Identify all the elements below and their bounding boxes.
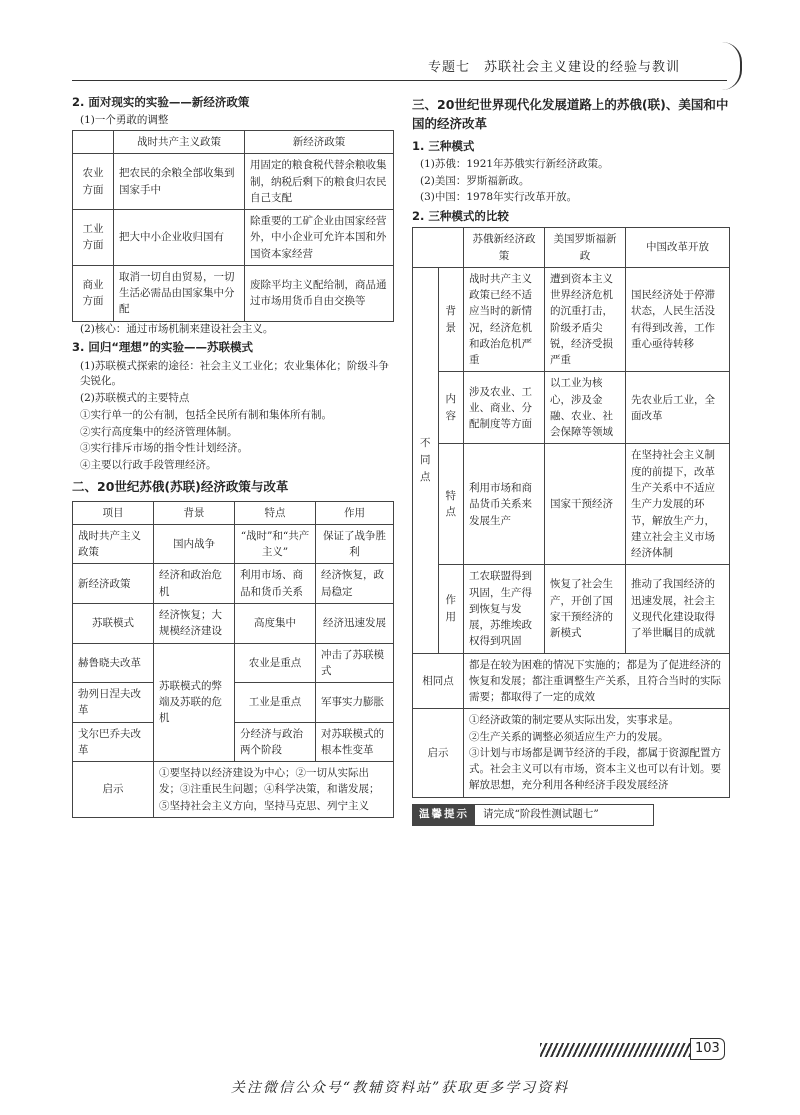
table-cell: 苏联模式 [73,603,154,643]
text-line: (2)苏联模式的主要特点 [80,392,190,405]
table-cell: 经济恢复；大规模经济建设 [154,603,235,643]
table-cell: 高度集中 [235,603,316,643]
table-cell: 废除平均主义配给制，商品通过市场用货币自由交换等 [245,265,394,321]
part-three-title: 三、20世纪世界现代化发展道路上的苏俄(联)、美国和中国的经济改革 [412,97,729,131]
models-title: 1. 三种模式 [412,138,475,153]
table-cell: 经济恢复，政局稳定 [316,564,394,604]
table-cell: 作用 [438,565,464,653]
table-cell: 都是在较为困难的情况下实施的；都是为了促进经济的恢复和发展；都注重调整生产关系，且符合当时的实际需要；都取得了一定的成效 [464,653,730,709]
table-row [413,444,730,565]
table-cell [464,709,730,797]
table-cell: 推动了我国经济的迅速发展，社会主义现代化建设取得了举世瞩目的成就 [626,565,730,653]
table-cell: 工业方面 [73,210,114,266]
lesson-line: ①经济政策的制定要从实际出发，实事求是。 [469,714,679,727]
table-header-cell [73,131,114,154]
table-header-cell [413,228,464,268]
table-cell: 戈尔巴乔夫改革 [73,722,154,762]
text-line: (1)苏俄：1921年苏俄实行新经济政策。 [420,157,609,170]
table-row [413,267,730,372]
page-number: 103 [690,1038,725,1060]
table-cell: 启示 [73,762,154,818]
table-row [73,762,394,818]
header-rule [72,80,727,81]
text-line: ③实行排斥市场的指令性计划经济。 [80,442,248,455]
table-row [413,372,730,444]
table-cell: 把农民的余粮全部收集到国家手中 [114,154,245,210]
table-header-cell: 中国改革开放 [626,228,730,268]
table-row [73,643,394,683]
table-row [413,653,730,709]
table-cell: 工业是重点 [235,683,316,723]
table-cell: 在坚持社会主义制度的前提下，改革生产关系中不适应生产力发展的环节，解放生产力，建立社会主义市场经济体制 [626,444,730,565]
table-cell: 勃列日涅夫改革 [73,683,154,723]
table-cell: 赫鲁晓夫改革 [73,643,154,683]
table-row [73,603,394,643]
table-cell: 遭到资本主义世界经济危机的沉重打击，阶级矛盾尖锐，经济受损严重 [545,267,626,372]
section-3-title: 3. 回归“理想”的实验——苏联模式 [72,340,253,355]
table-cell: 对苏联模式的根本性变革 [316,722,394,762]
table-cell: 战时共产主义政策已经不适应当时的新情况，经济危机和政治危机严重 [464,267,545,372]
table-row [73,564,394,604]
three-models-table [412,227,730,798]
table-cell: 农业方面 [73,154,114,210]
table-cell: 战时共产主义政策 [73,524,154,564]
table-cell: “战时”和“共产主义” [235,524,316,564]
table-cell: 以工业为核心，涉及金融、农业、社会保障等领域 [545,372,626,444]
table-cell: 恢复了社会生产，开创了国家干预经济的新模式 [545,565,626,653]
text-line: ①实行单一的公有制，包括全民所有制和集体所有制。 [80,408,332,421]
table-cell: 经济和政治危机 [154,564,235,604]
table-row [73,154,394,210]
table-header-row [73,501,394,524]
table-cell: 冲击了苏联模式 [316,643,394,683]
table-cell: 除重要的工矿企业由国家经营外，中小企业可允许本国和外国资本家经营 [245,210,394,266]
table-cell: 内容 [438,372,464,444]
section-2-title: 2. 面对现实的实验——新经济政策 [72,95,250,109]
table-cell: 国家干预经济 [545,444,626,565]
table-row [73,265,394,321]
table-cell: 经济迅速发展 [316,603,394,643]
footer-note: 关注微信公众号“教辅资料站”获取更多学习资料 [230,1080,570,1096]
table-cell: 取消一切自由贸易，一切生活必需品由国家集中分配 [114,265,245,321]
page-number-decoration [540,1043,690,1057]
tip-box [412,804,654,826]
table-header-row [413,228,730,268]
table-cell: 保证了战争胜利 [316,524,394,564]
table-cell: 背景 [438,267,464,372]
table-header-cell: 苏俄新经济政策 [464,228,545,268]
text-line: (2)美国：罗斯福新政。 [420,174,530,187]
left-column [72,92,394,818]
table-cell: 不同点 [413,267,439,653]
table-header-cell: 背景 [154,501,235,524]
table-cell: 商业方面 [73,265,114,321]
table-cell: 新经济政策 [73,564,154,604]
table-cell: 把大中小企业收归国有 [114,210,245,266]
table-row [413,565,730,653]
table-cell: 涉及农业、工业、商业、分配制度等方面 [464,372,545,444]
table-header-cell: 项目 [73,501,154,524]
table-header-cell: 战时共产主义政策 [114,131,245,154]
lesson-line: ②生产关系的调整必须适应生产力的发展。 [469,730,669,743]
table-header-cell: 特点 [235,501,316,524]
table-cell: 利用市场、商品和货币关系 [235,564,316,604]
policy-comparison-table [72,130,394,322]
table-cell: 工农联盟得到巩固，生产得到恢复与发展，苏维埃政权得到巩固 [464,565,545,653]
table-row [73,210,394,266]
page-header: 专题七 苏联社会主义建设的经验与教训 [427,60,680,75]
table-cell: 利用市场和商品货币关系来发展生产 [464,444,545,565]
table-cell: 特点 [438,444,464,565]
table-cell: ①要坚持以经济建设为中心；②一切从实际出发；③注重民生问题；④科学决策，和谐发展；⑤坚持社会主义方向，坚持马克思、列宁主义 [154,762,394,818]
table-header-cell: 美国罗斯福新政 [545,228,626,268]
text-line: ②实行高度集中的经济管理体制。 [80,425,238,438]
part-two-title: 二、20世纪苏俄(苏联)经济政策与改革 [72,478,289,494]
text-line: (1)苏联模式探索的途径：社会主义工业化；农业集体化；阶级斗争尖锐化。 [80,359,389,388]
table-cell: 国民经济处于停滞状态，人民生活没有得到改善，工作重心亟待转移 [626,267,730,372]
table-row [413,709,730,797]
lesson-line: ③计划与市场都是调节经济的手段，都属于资源配置方式。社会主义可以有市场，资本主义也可以有计划。要解放思想，充分利用各种经济手段发展经济 [469,746,721,792]
table-cell: 用固定的粮食税代替余粮收集制，纳税后剩下的粮食归农民自己支配 [245,154,394,210]
text-line: (3)中国：1978年实行改革开放。 [420,191,578,204]
right-column [412,92,730,826]
table-cell: 苏联模式的弊端及苏联的危机 [154,643,235,762]
header-bracket-decoration [722,42,742,90]
text-line: ④主要以行政手段管理经济。 [80,459,217,472]
soviet-policy-table [72,501,394,818]
comparison-title: 2. 三种模式的比较 [412,209,509,223]
table-cell: 农业是重点 [235,643,316,683]
section-2-sub1: (1)一个勇敢的调整 [80,114,169,127]
table-header-cell: 作用 [316,501,394,524]
table-row [73,524,394,564]
table-cell: 军事实力膨胀 [316,683,394,723]
tip-text: 请完成“阶段性测试题七” [483,807,599,820]
table-cell: 相同点 [413,653,464,709]
table-cell: 国内战争 [154,524,235,564]
table-cell: 分经济与政治两个阶段 [235,722,316,762]
table-header-row [73,131,394,154]
table-header-cell: 新经济政策 [245,131,394,154]
tip-label: 温馨提示 [413,805,475,825]
table-cell: 启示 [413,709,464,797]
table-cell: 先农业后工业，全面改革 [626,372,730,444]
section-2-sub2: (2)核心：通过市场机制来建设社会主义。 [80,322,274,335]
